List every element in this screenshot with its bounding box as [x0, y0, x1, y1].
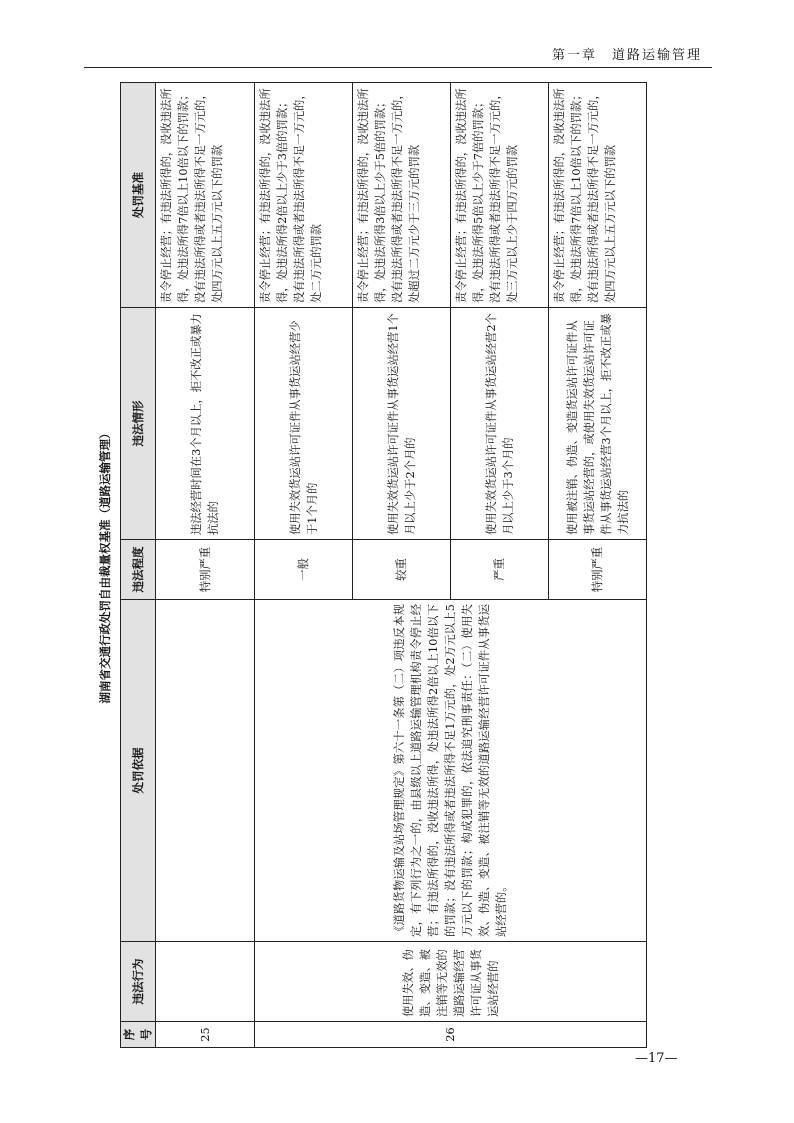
- table-row: [255, 83, 353, 1048]
- violation-cell: 使用失效、伪造、变造、被注销等无效的道路运输经营许可证从事货运站经营的: [255, 942, 647, 1022]
- situation-cell: 使用失效货运站许可证件从事货运站经营少于1个月的: [255, 308, 353, 540]
- standard-cell: 责令停止经营；有违法所得的，没收违法所得，处违法所得5倍以上少于7倍的罚款；没有违法所得或者违法所得不足一万元的，处三万元以上少于四万元的罚款: [451, 83, 549, 308]
- table-header-row: [121, 83, 156, 1048]
- basis-cell: [156, 600, 255, 942]
- degree-cell: 特别严重: [156, 540, 255, 600]
- violation-cell: [156, 942, 255, 1022]
- col-header-violation: 违法行为: [121, 942, 156, 1022]
- standard-cell: 责令停止经营；有违法所得的，没收违法所得，处违法所得3倍以上少于5倍的罚款；没有违法所得或者违法所得不足一万元的，处超过二万元少于三万元的罚款: [353, 83, 451, 308]
- situation-cell: 违法经营时间在3个月以上，拒不改正或暴力抗法的: [156, 308, 255, 540]
- penalty-standard-table: [120, 82, 647, 1048]
- serial-cell: 25: [156, 1022, 255, 1048]
- col-header-standard: 处罚基准: [121, 83, 156, 308]
- col-header-serial: 序号: [121, 1022, 156, 1048]
- standard-cell: 责令停止经营；有违法所得的，没收违法所得，处违法所得7倍以上10倍以下的罚款；没有违法所得或者违法所得不足一万元的，处四万元以上五万元以下的罚款: [156, 83, 255, 308]
- situation-cell: 使用失效货运站许可证件从事货运站经营2个月以上少于3个月的: [451, 308, 549, 540]
- header-rule: [84, 67, 712, 68]
- col-header-degree: 违法程度: [121, 540, 156, 600]
- basis-cell: 《道路货物运输及站场管理规定》第六十一条第（二）项违反本规定，有下列行为之一的，由县级以上道路运输管理机构责令停止经营；有违法所得的，没收违法所得，处违法所得2倍以上10倍以下的罚款；没有违法所得或者违法所得不足1万元的，处2万元以上5万元以下的罚款；构成犯罪的，依法追究刑事责任：（二）使用失效、伪造、变造、被注销等无效的道路运输经营许可证件从事货运站经营的。: [255, 600, 647, 942]
- page-number: —17—: [635, 1051, 678, 1066]
- situation-cell: 使用失效货运站许可证件从事货运站经营1个月以上少于2个月的: [353, 308, 451, 540]
- table-row: [156, 83, 255, 1048]
- serial-cell: 26: [255, 1022, 647, 1048]
- degree-cell: 较重: [353, 540, 451, 600]
- degree-cell: 一般: [255, 540, 353, 600]
- col-header-situation: 违法情形: [121, 308, 156, 540]
- degree-cell: 特别严重: [549, 540, 647, 600]
- col-header-basis: 处罚依据: [121, 600, 156, 942]
- rotated-table-container: [92, 83, 717, 1048]
- situation-cell: 使用被注销、伪造、变造货运站许可证件从事货运站经营的，或使用失效货运站许可证件从事货运站经营3个月以上，拒不改正或暴力抗法的: [549, 308, 647, 540]
- standard-cell: 责令停止经营；有违法所得的，没收违法所得，处违法所得2倍以上少于3倍的罚款；没有违法所得或者违法所得不足一万元的，处二万元的罚款: [255, 83, 353, 308]
- standard-cell: 责令停止经营；有违法所得的，没收违法所得，处违法所得7倍以上10倍以下的罚款；没有违法所得或者违法所得不足一万元的，处四万元以上五万元以下的罚款: [549, 83, 647, 308]
- running-header: 第一章 道路运输管理: [551, 48, 702, 63]
- table-title: 湖南省交通行政处罚自由裁量权基准（道路运输管理）: [98, 427, 112, 704]
- degree-cell: 严重: [451, 540, 549, 600]
